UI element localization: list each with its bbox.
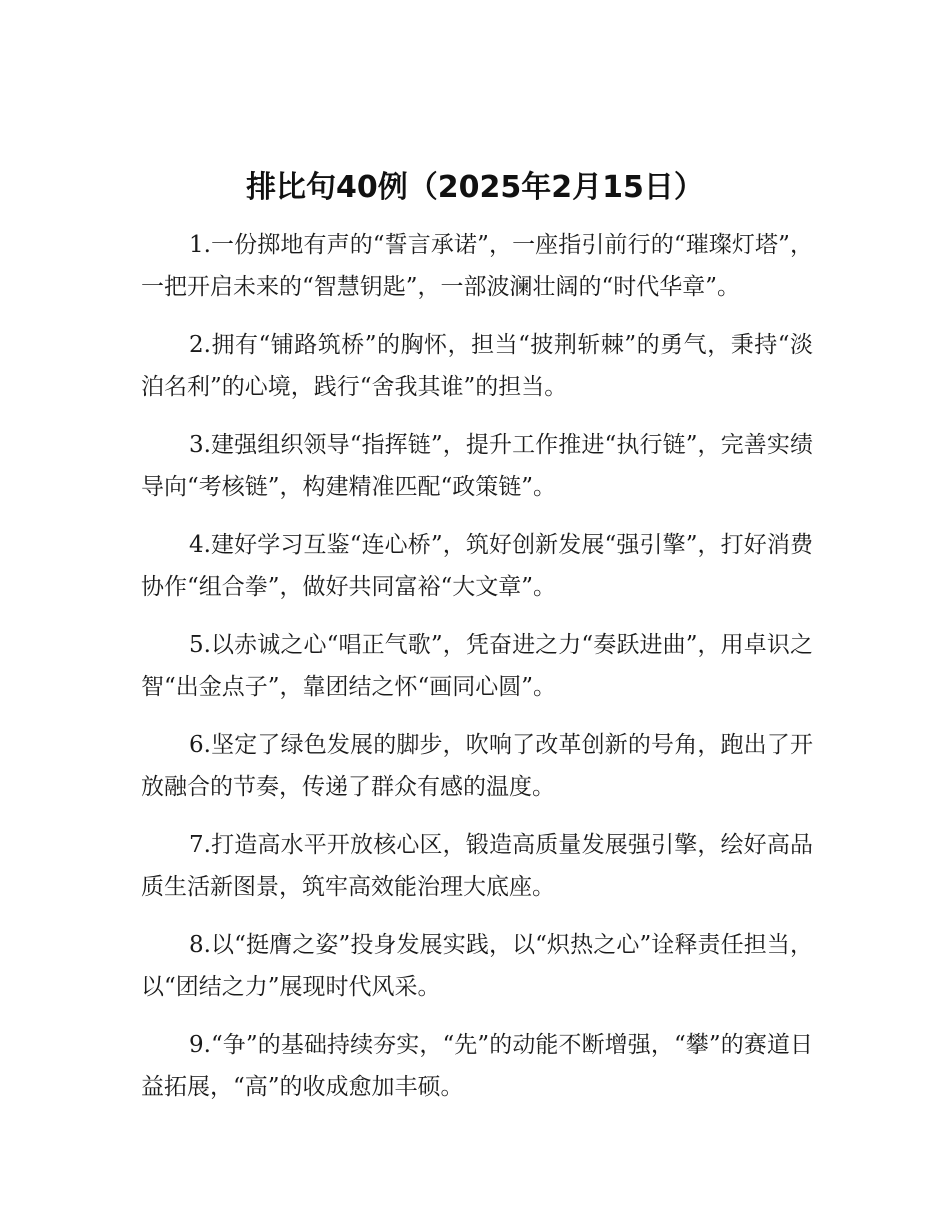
paragraph-5: 5.以赤诚之心“唱正气歌”，凭奋进之力“奏跃进曲”，用卓识之智“出金点子”，靠团结之怀“画同心圆”。 [141, 632, 813, 700]
paragraph-1: 1.一份掷地有声的“誓言承诺”，一座指引前行的“璀璨灯塔”，一把开启未来的“智慧钥匙”，一部波澜壮阔的“时代华章”。 [141, 232, 813, 300]
paragraph-3: 3.建强组织领导“指挥链”，提升工作推进“执行链”，完善实绩导向“考核链”，构建精准匹配“政策链”。 [141, 432, 813, 500]
paragraph-7: 7.打造高水平开放核心区，锻造高质量发展强引擎，绘好高品质生活新图景，筑牢高效能治理大底座。 [141, 832, 813, 900]
paragraph-9: 9.“争”的基础持续夯实，“先”的动能不断增强，“攀”的赛道日益拓展，“高”的收成愈加丰硕。 [141, 1032, 813, 1100]
paragraph-6: 6.坚定了绿色发展的脚步，吹响了改革创新的号角，跑出了开放融合的节奏，传递了群众有感的温度。 [141, 732, 813, 800]
paragraph-8: 8.以“挺膺之姿”投身发展实践，以“炽热之心”诠释责任担当，以“团结之力”展现时代风采。 [141, 932, 813, 1000]
paragraph-2: 2.拥有“铺路筑桥”的胸怀，担当“披荆斩棘”的勇气，秉持“淡泊名利”的心境，践行“舍我其谁”的担当。 [141, 332, 813, 400]
paragraph-4: 4.建好学习互鉴“连心桥”，筑好创新发展“强引擎”，打好消费协作“组合拳”，做好共同富裕“大文章”。 [141, 532, 813, 600]
document-title: 排比句40例（2025年2月15日） [246, 170, 704, 205]
document-body [141, 224, 813, 1124]
